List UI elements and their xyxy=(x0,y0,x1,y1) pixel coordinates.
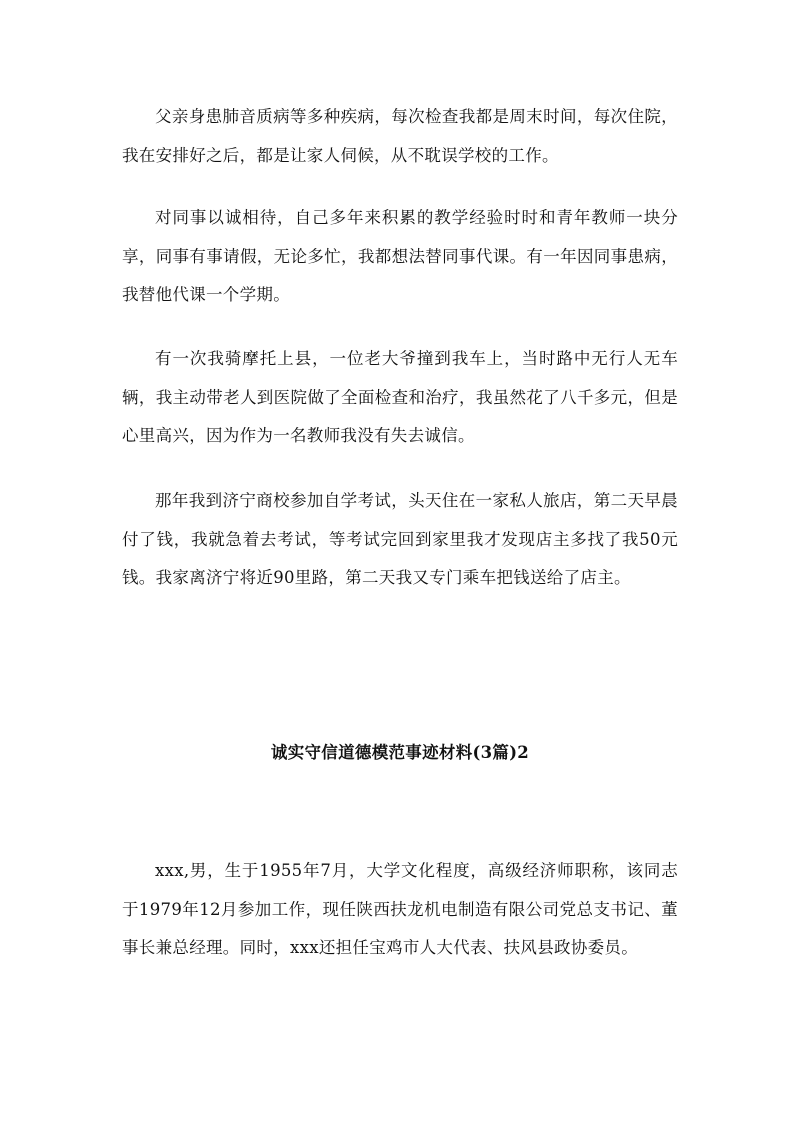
paragraph-colleagues: 对同事以诚相待，自己多年来积累的教学经验时时和青年教师一块分享，同事有事请假，无论多忙，我都想法替同事代课。有一年因同事患病，我替他代课一个学期。 xyxy=(122,208,678,304)
paragraph-intro: xxx,男，生于1955年7月，大学文化程度，高级经济师职称，该同志于1979年12月参加工作，现任陕西扶龙机电制造有限公司党总支书记、董事长兼总经理。同时，xxx还担任宝鸡市人大代表、扶风县政协委员。 xyxy=(122,861,678,957)
paragraph-motorcycle-accident: 有一次我骑摩托上县，一位老大爷撞到我车上，当时路中无行人无车辆，我主动带老人到医院做了全面检查和治疗，我虽然花了八千多元，但是心里高兴，因为作为一名教师我没有失去诚信。 xyxy=(122,349,678,445)
paragraph-exam-hotel: 那年我到济宁商校参加自学考试，头天住在一家私人旅店，第二天早晨付了钱，我就急着去考试，等考试完回到家里我才发现店主多找了我50元钱。我家离济宁将近90里路，第二天我又专门乘车把钱送给了店主。 xyxy=(122,491,678,587)
paragraph-father-illness: 父亲身患肺音质病等多种疾病，每次检查我都是周末时间，每次住院，我在安排好之后，都是让家人伺候，从不耽误学校的工作。 xyxy=(122,107,678,165)
section-heading: 诚实守信道德模范事迹材料(3篇)2 xyxy=(270,743,530,762)
